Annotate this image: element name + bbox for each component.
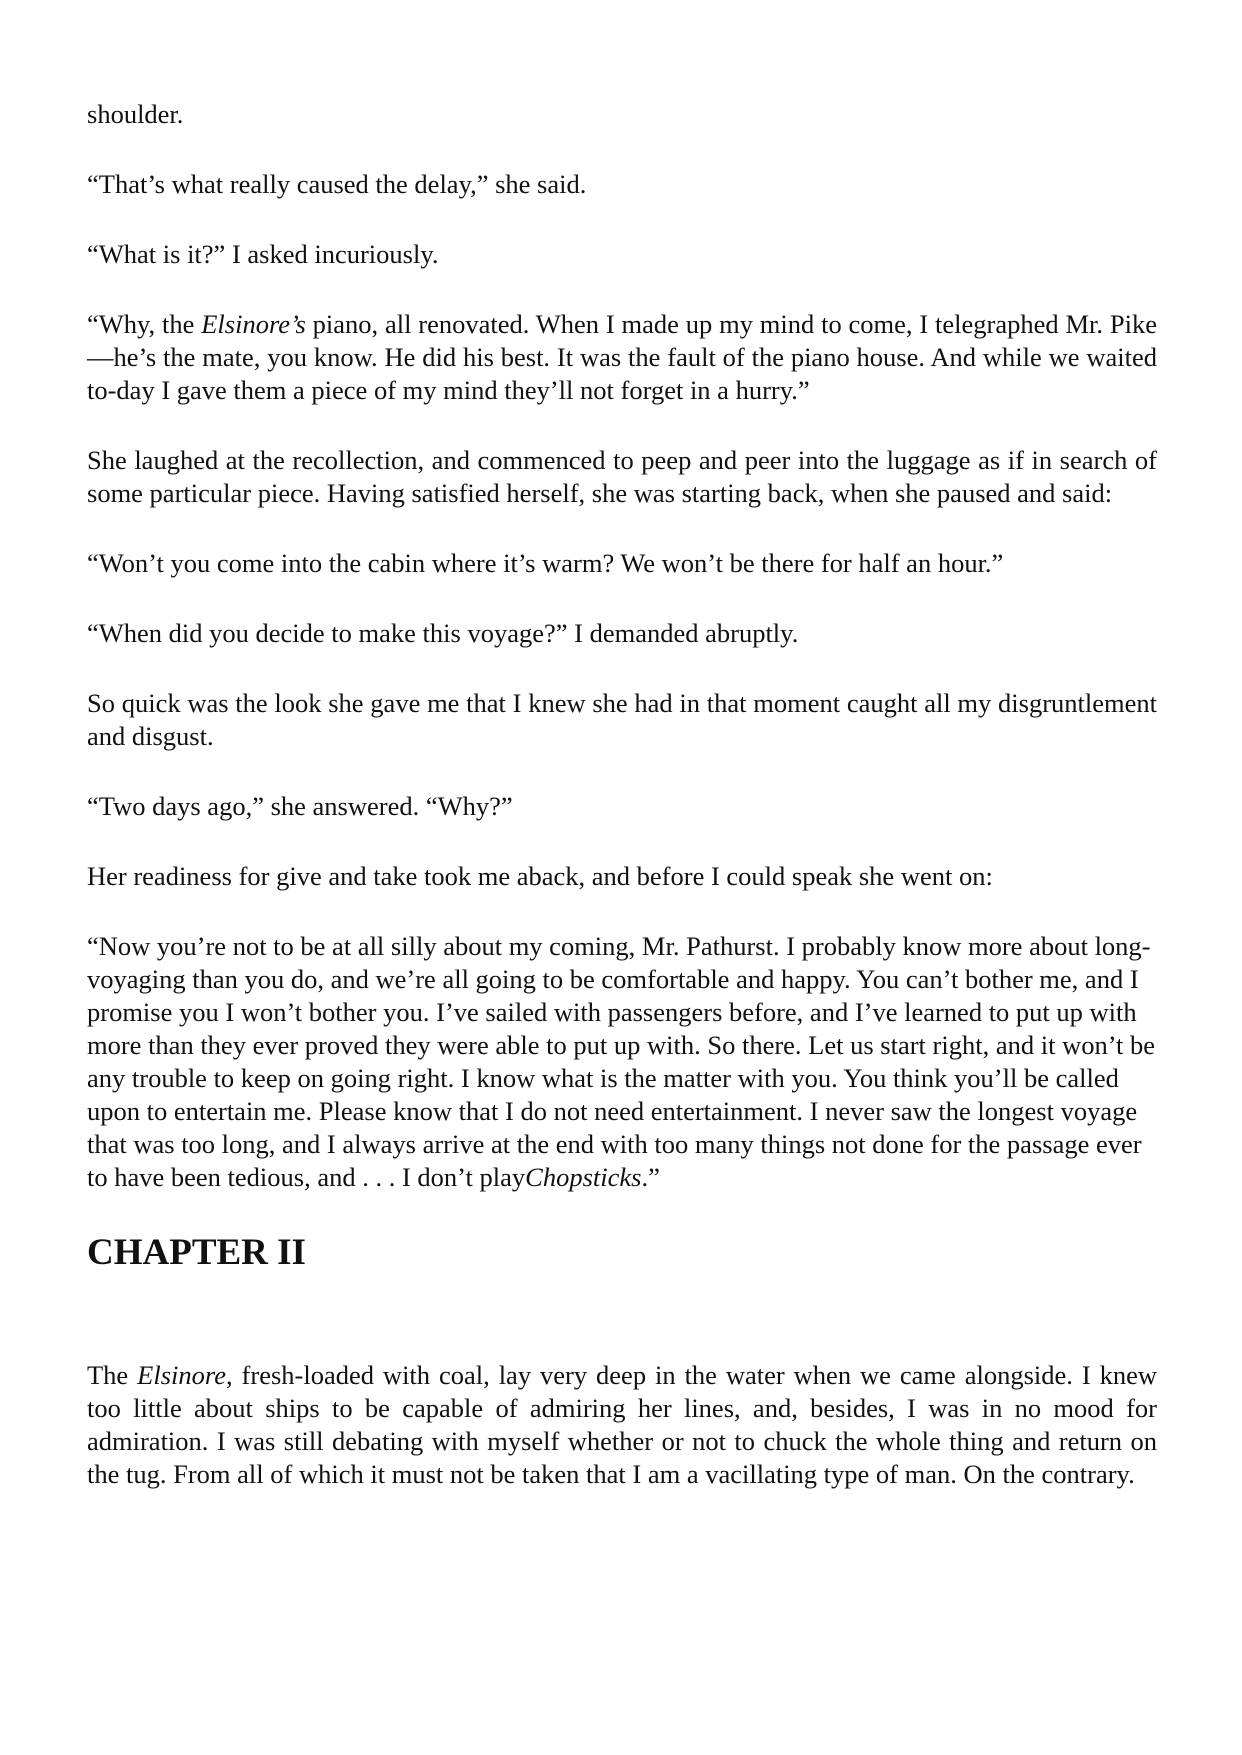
text-run: piano, all renovated. When I made up my mind to come, I telegraphed Mr. Pike—he’s the mate, you know. He did his best. It was the fault of the piano house. And while we waited to-day I gave them a piece of my mind they’ll not forget in a hurry.” [87,309,1157,405]
text-run: The [87,1360,138,1390]
text-run: , fresh-loaded with coal, lay very deep in the water when we came alongside. I knew too little about ships to be capable of admiring her lines, and, besides, I was in no mood for admiration. I was still debating with myself whether or not to chuck the whole thing and return on the tug. From all of which it must not be taken that I am a vacillating type of man. On the contrary. [87,1360,1157,1489]
paragraph [87,1359,1157,1491]
paragraph: “That’s what really caused the delay,” she said. [87,169,587,199]
paragraph: “Two days ago,” she answered. “Why?” [87,791,513,821]
text-run: .” [641,1162,660,1192]
song-title: Chopsticks [525,1162,642,1192]
ship-name: Elsinore [137,1360,226,1390]
paragraph: “What is it?” I asked incuriously. [87,239,439,269]
ship-name: Elsinore’s [201,309,306,339]
chapter-heading: CHAPTER II [87,1232,306,1273]
paragraph [87,930,1157,1194]
text-run: “Why, the [87,309,202,339]
paragraph: She laughed at the recollection, and commenced to peep and peer into the luggage as if in search of some particular piece. Having satisfied herself, she was starting back, when she paused and said: [87,445,1157,508]
paragraph: So quick was the look she gave me that I knew she had in that moment caught all my disgruntlement and disgust. [87,688,1157,751]
paragraph: shoulder. [87,99,184,129]
paragraph: “Won’t you come into the cabin where it’s warm? We won’t be there for half an hour.” [87,548,1004,578]
book-page [87,98,1157,1528]
paragraph: “When did you decide to make this voyage?” I demanded abruptly. [87,618,799,648]
paragraph: Her readiness for give and take took me aback, and before I could speak she went on: [87,861,993,891]
text-run: “Now you’re not to be at all silly about my coming, Mr. Pathurst. I probably know more about long-voyaging than you do, and we’re all going to be comfortable and happy. You can’t bother me, and I promise you I won’t bother you. I’ve sailed with passengers before, and I’ve learned to put up with more than they ever proved they were able to put up with. So there. Let us start right, and it won’t be any trouble to keep on going right. I know what is the matter with you. You think you’ll be called upon to entertain me. Please know that I do not need entertainment. I never saw the longest voyage that was too long, and I always arrive at the end with too many things not done for the passage ever to have been tedious, and . . . I don’t play [87,931,1156,1192]
paragraph [87,308,1157,407]
